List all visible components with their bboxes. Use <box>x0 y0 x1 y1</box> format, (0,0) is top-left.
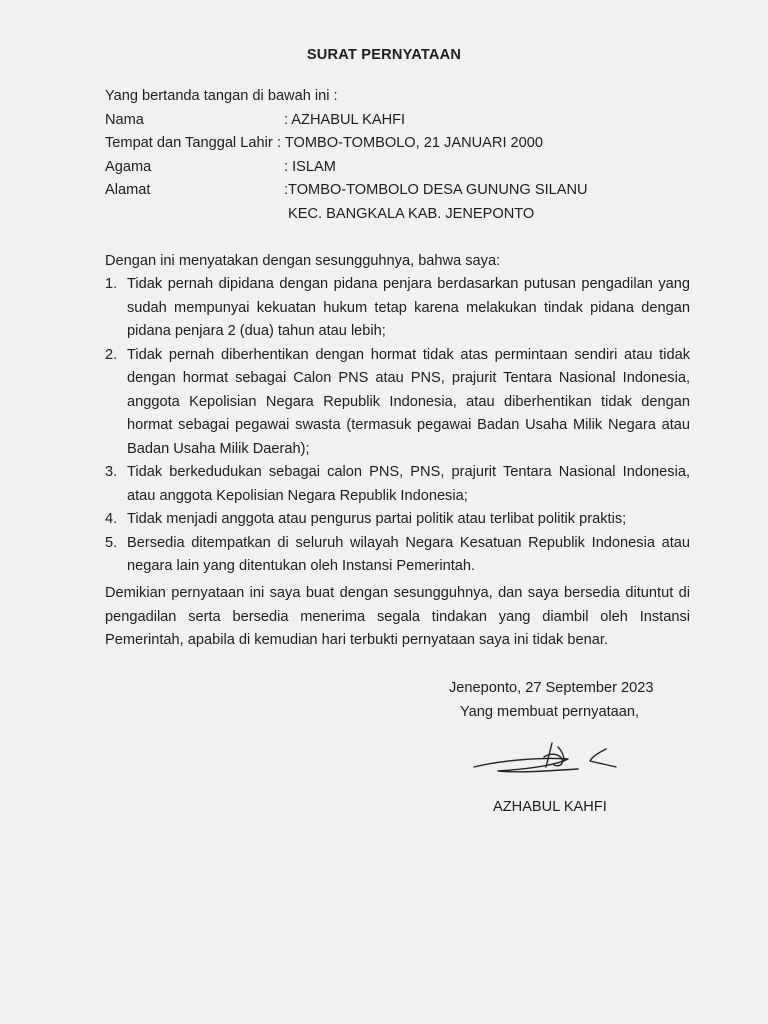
list-item-text: Tidak pernah diberhentikan dengan hormat tidak atas permintaan sendiri atau tidak dengan hormat sebagai Calon PNS atau PNS, prajurit Tentara Nasional Indonesia, anggota Kepolisian Negara Republik Indonesia, atau diberhentikan tidak dengan hormat sebagai pegawai swasta (termasuk pegawai Badan Usaha Milik Negara atau Badan Usaha Milik Daerah); <box>127 346 690 457</box>
list-item-number: 5. <box>105 534 118 551</box>
field-value-agama: : ISLAM <box>284 159 336 175</box>
document-title: SURAT PERNYATAAN <box>306 47 462 63</box>
statement-lead: Dengan ini menyatakan dengan sesungguhnya, bahwa saya: <box>105 253 501 269</box>
list-item-number: 4. <box>105 511 118 527</box>
signature-mark <box>468 735 628 785</box>
signer-caption: Yang membuat pernyataan, <box>460 704 640 720</box>
field-value-nama: : AZHABUL KAHFI <box>284 112 406 128</box>
list-item <box>105 532 690 579</box>
field-value-alamat-line2: KEC. BANGKALA KAB. JENEPONTO <box>288 206 535 222</box>
field-label-agama: Agama <box>105 159 152 175</box>
list-item-text: Tidak berkedudukan sebagai calon PNS, PNS, prajurit Tentara Nasional Indonesia, atau anggota Kepolisian Negara Republik Indonesia; <box>127 464 690 504</box>
statement-list <box>105 273 690 579</box>
list-item-number: 2. <box>105 346 118 363</box>
intro-line: Yang bertanda tangan di bawah ini : <box>105 88 338 104</box>
field-value-alamat-line1: :TOMBO-TOMBOLO DESA GUNUNG SILANU <box>284 182 588 198</box>
signer-name: AZHABUL KAHFI <box>493 799 607 815</box>
list-item-number: 3. <box>105 464 118 480</box>
place-date: Jeneponto, 27 September 2023 <box>449 680 654 696</box>
list-item-text: Tidak pernah dipidana dengan pidana penjara berdasarkan putusan pengadilan yang sudah mempunyai kekuatan hukum tetap karena melakukan tindak pidana dengan pidana penjara 2 (dua) tahun atau lebih; <box>127 276 690 339</box>
list-item <box>105 273 690 344</box>
list-item-text: Tidak menjadi anggota atau pengurus partai politik atau terlibat politik praktis; <box>127 511 627 527</box>
field-label-ttl: Tempat dan Tanggal Lahir <box>105 135 273 151</box>
field-label-nama: Nama <box>105 112 144 128</box>
field-label-alamat: Alamat <box>105 182 151 198</box>
list-item-number: 1. <box>105 276 118 292</box>
list-item <box>105 508 690 532</box>
field-value-ttl: : TOMBO-TOMBOLO, 21 JANUARI 2000 <box>277 135 544 151</box>
list-item <box>105 461 690 508</box>
list-item-text: Bersedia ditempatkan di seluruh wilayah Negara Kesatuan Republik Indonesia atau negara lain yang ditentukan oleh Instansi Pemerintah. <box>127 534 690 574</box>
closing-paragraph: Demikian pernyataan ini saya buat dengan sesungguhnya, dan saya bersedia dituntut di pengadilan serta bersedia menerima segala tindakan yang diambil oleh Instansi Pemerintah, apabila di kemudian hari terbukti pernyataan saya ini tidak benar. <box>105 585 690 648</box>
list-item <box>105 344 690 462</box>
